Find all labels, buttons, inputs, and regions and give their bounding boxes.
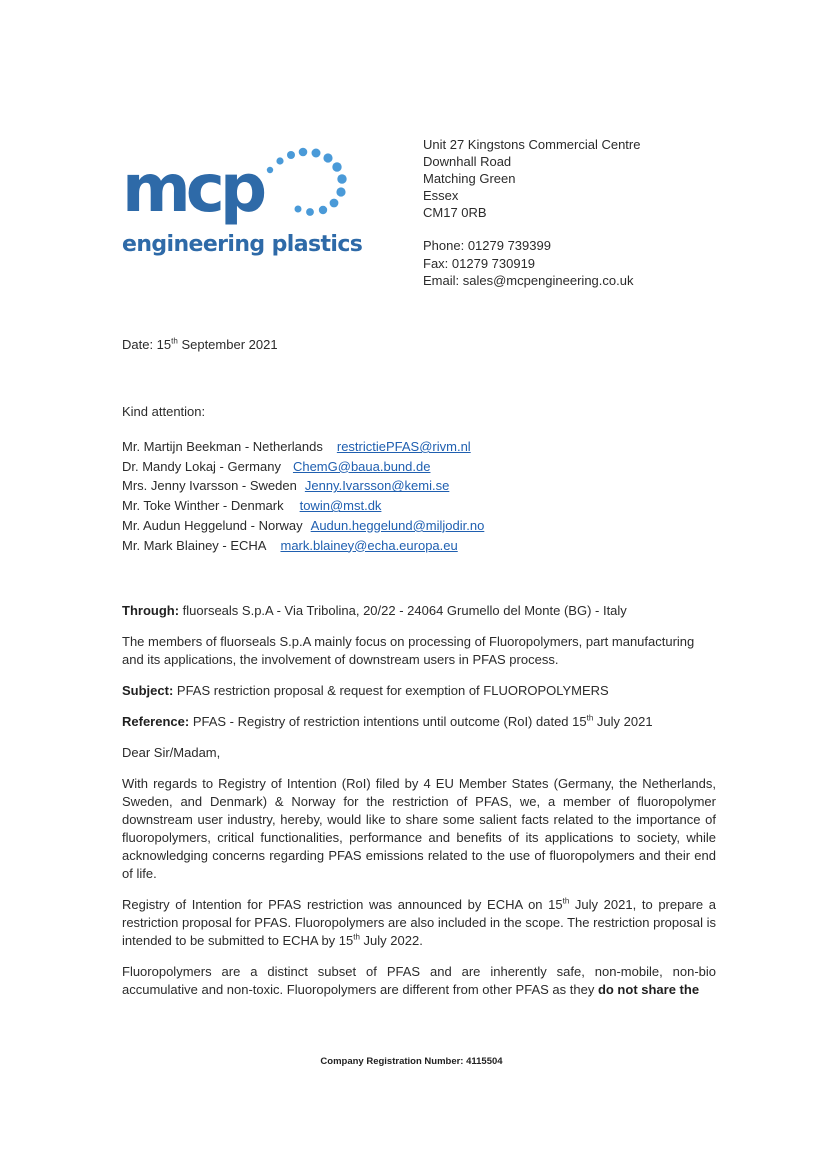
subject-label: Subject:	[122, 683, 174, 698]
body-paragraph-3	[122, 963, 716, 999]
reference-line	[122, 713, 716, 731]
recipient-row	[122, 516, 484, 536]
date-prefix: Date: 15	[122, 337, 172, 352]
reference-text: PFAS - Registry of restriction intentions until outcome (RoI) dated 15	[189, 714, 587, 729]
reference-ordinal: th	[586, 713, 594, 723]
para3-text: Fluoropolymers are a distinct subset of PFAS and are inherently safe, non-mobile, non-bio accumulative and non-toxic. Fluoropolymers are different from other PFAS as they	[122, 964, 716, 997]
recipient-email-link[interactable]: Audun.heggelund@miljodir.no	[310, 517, 485, 533]
address-line: Matching Green	[423, 171, 516, 186]
address-line: CM17 0RB	[423, 205, 487, 220]
through-line	[122, 602, 716, 620]
para3-bold: do not share the	[597, 982, 700, 997]
logo-wordmark: mcp	[122, 150, 263, 227]
sender-address	[423, 136, 640, 221]
para2-part-b: July 2021, to prepare a restriction proposal for PFAS. Fluoropolymers are also included in the scope. The restriction proposal is intended to be submitted to ECHA by 15	[122, 897, 716, 948]
fax-number: Fax: 01279 730919	[423, 255, 536, 271]
recipient-row	[122, 476, 484, 496]
through-text: fluorseals S.p.A - Via Tribolina, 20/22 - 24064 Grumello del Monte (BG) - Italy	[179, 603, 627, 618]
recipient-email-link[interactable]: Jenny.Ivarsson@kemi.se	[304, 478, 450, 494]
recipient-email-link[interactable]: mark.blainey@echa.europa.eu	[280, 537, 458, 553]
through-label: Through:	[122, 603, 180, 618]
recipient-row	[122, 437, 484, 457]
recipient-email-link[interactable]: ChemG@baua.bund.de	[292, 458, 431, 474]
address-line: Downhall Road	[423, 154, 512, 169]
recipient-name: Mr. Mark Blainey - ECHA	[122, 537, 267, 553]
recipient-row	[122, 496, 484, 516]
reference-suffix: July 2021	[593, 714, 653, 729]
recipient-name: Mr. Audun Heggelund - Norway	[122, 517, 303, 533]
recipient-name: Mrs. Jenny Ivarsson - Sweden	[122, 478, 297, 494]
subject-line	[122, 682, 716, 700]
members-paragraph: The members of fluorseals S.p.A mainly focus on processing of Fluoropolymers, part manufacturing and its applications, the involvement of downstream users in PFAS process.	[122, 634, 695, 667]
subject-text: PFAS restriction proposal & request for exemption of FLUOROPOLYMERS	[173, 683, 609, 698]
para2-part-c: July 2022.	[359, 933, 423, 948]
company-registration-footer: Company Registration Number: 4115504	[320, 1056, 503, 1067]
recipient-name: Mr. Martijn Beekman - Netherlands	[122, 439, 323, 454]
phone-number: Phone: 01279 739399	[423, 238, 551, 253]
para2-ordinal-2: th	[353, 932, 360, 942]
sender-contact	[423, 237, 633, 290]
para2-ordinal-1: th	[562, 896, 570, 906]
logo-tagline: engineering plastics	[122, 232, 363, 257]
email-address: Email: sales@mcpengineering.co.uk	[423, 273, 634, 288]
reference-label: Reference:	[122, 714, 190, 729]
recipient-name: Mr. Toke Winther - Denmark	[122, 498, 284, 514]
company-logo	[122, 146, 363, 262]
body-paragraph-2	[122, 896, 716, 950]
recipient-name: Dr. Mandy Lokaj - Germany	[122, 458, 281, 474]
letter-date	[122, 337, 278, 352]
date-suffix: September 2021	[177, 337, 278, 352]
recipient-row	[122, 457, 484, 477]
date-ordinal: th	[171, 336, 178, 346]
address-line: Unit 27 Kingstons Commercial Centre	[423, 137, 641, 152]
recipient-email-link[interactable]: towin@mst.dk	[299, 498, 382, 514]
recipient-email-link[interactable]: restrictiePFAS@rivm.nl	[336, 439, 471, 454]
body-paragraph-1: With regards to Registry of Intention (RoI) filed by 4 EU Member States (Germany, the Netherlands, Sweden, and Denmark) & Norway for the restriction of PFAS, we, a member of fluoropolymer downstream user industry, hereby, would like to share some salient facts related to the importance of fluoropolymers, critical functionalities, performance and benefits of its applications to society, while acknowledging concerns regarding PFAS emissions related to the use of fluoropolymers and their end of life.	[122, 776, 716, 881]
address-line: Essex	[423, 188, 459, 203]
para2-part-a: Registry of Intention for PFAS restriction was announced by ECHA on 15	[122, 897, 563, 912]
salutation: Dear Sir/Madam,	[122, 745, 221, 760]
recipient-row	[122, 536, 484, 556]
letter-body	[122, 602, 716, 1012]
attention-heading: Kind attention:	[122, 404, 206, 419]
recipient-list	[122, 437, 484, 555]
